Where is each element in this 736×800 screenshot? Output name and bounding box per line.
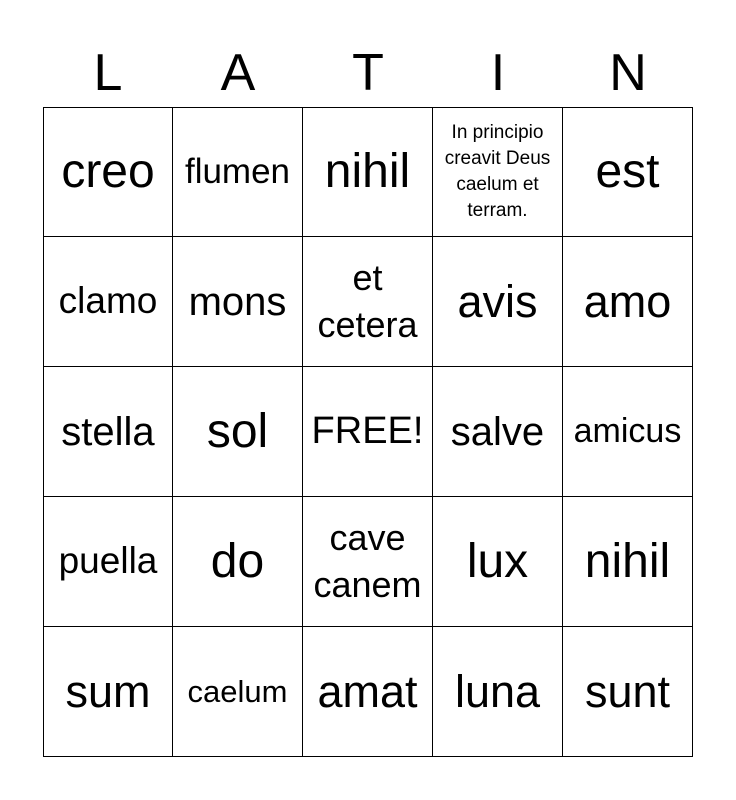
cell-text: luna [454, 665, 541, 717]
bingo-cell[interactable] [563, 497, 693, 627]
bingo-cell[interactable] [43, 497, 173, 627]
bingo-cell[interactable] [563, 107, 693, 237]
cell-text: clamo [58, 280, 158, 322]
bingo-cell[interactable] [563, 627, 693, 757]
bingo-cell[interactable] [173, 367, 303, 497]
bingo-cell[interactable] [303, 627, 433, 757]
cell-text: nihil [584, 534, 671, 588]
free-space-cell[interactable] [303, 367, 433, 497]
cell-text: nihil [324, 145, 411, 199]
cell-text: mons [188, 279, 287, 324]
cell-text: In principio creavit Deus caelum et terram. [444, 121, 551, 222]
cell-text: sum [65, 665, 151, 717]
bingo-cell[interactable] [433, 627, 563, 757]
bingo-cell[interactable] [173, 627, 303, 757]
header-letter-i: I [490, 44, 506, 102]
cell-text: amicus [573, 411, 682, 450]
cell-text: do [210, 534, 265, 588]
header-letter-n: N [609, 44, 647, 102]
cell-text: caelum [187, 673, 288, 709]
bingo-cell[interactable] [433, 367, 563, 497]
bingo-cell[interactable] [563, 367, 693, 497]
bingo-cell[interactable] [303, 237, 433, 367]
header-letter-t: T [352, 44, 384, 102]
bingo-cell[interactable] [303, 107, 433, 237]
bingo-header [43, 40, 693, 106]
bingo-cell[interactable] [433, 497, 563, 627]
bingo-cell[interactable] [433, 237, 563, 367]
cell-text: et cetera [317, 256, 418, 345]
bingo-cell[interactable] [43, 107, 173, 237]
cell-text: puella [58, 540, 158, 582]
bingo-cell[interactable] [173, 237, 303, 367]
bingo-cell[interactable] [43, 237, 173, 367]
bingo-cell[interactable] [173, 497, 303, 627]
header-letter-l: L [93, 44, 123, 102]
cell-text: creo [61, 145, 155, 199]
cell-text: avis [457, 275, 538, 327]
bingo-cell[interactable] [303, 497, 433, 627]
bingo-cell[interactable] [433, 107, 563, 237]
bingo-cell[interactable] [43, 627, 173, 757]
bingo-cell[interactable] [173, 107, 303, 237]
cell-text: cave canem [313, 516, 422, 605]
cell-text: salve [450, 409, 545, 454]
cell-text: amat [317, 665, 418, 717]
cell-text: stella [61, 409, 155, 454]
bingo-board [43, 107, 693, 757]
cell-text: amo [583, 275, 672, 327]
cell-text: lux [466, 534, 529, 588]
cell-text: sol [206, 404, 269, 458]
cell-text: flumen [184, 151, 291, 191]
cell-text: FREE! [311, 409, 424, 452]
cell-text: est [595, 145, 660, 199]
header-letter-a: A [220, 44, 256, 102]
bingo-cell[interactable] [563, 237, 693, 367]
bingo-cell[interactable] [43, 367, 173, 497]
cell-text: sunt [584, 665, 671, 717]
